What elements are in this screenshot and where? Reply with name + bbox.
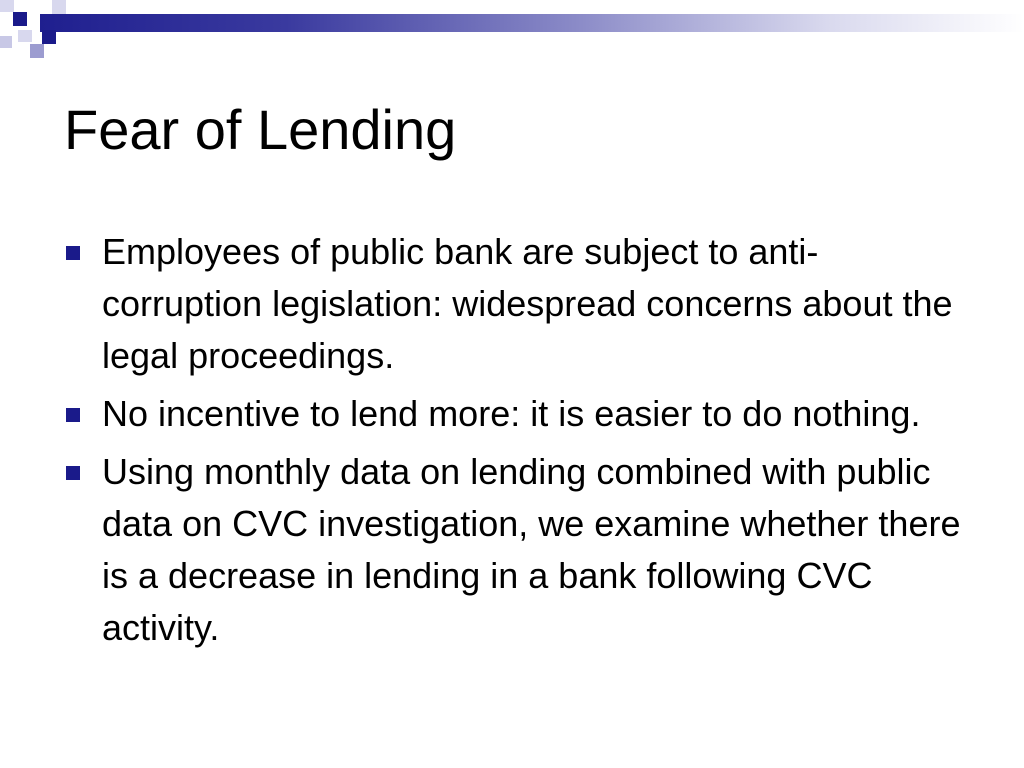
bullet-text: No incentive to lend more: it is easier to do nothing. xyxy=(102,393,921,434)
bullet-text: Employees of public bank are subject to anti-corruption legislation: widespread concerns about the legal proceedings. xyxy=(102,231,953,376)
slide-title: Fear of Lending xyxy=(64,98,457,161)
bullet-list xyxy=(64,226,964,660)
decor-square-icon xyxy=(30,44,44,58)
bullet-item xyxy=(64,226,964,382)
bullet-item xyxy=(64,388,964,440)
decor-square-icon xyxy=(52,0,66,14)
decor-square-icon xyxy=(0,36,12,48)
decor-square-icon xyxy=(0,0,14,12)
decor-square-icon xyxy=(13,12,27,26)
square-bullet-icon xyxy=(66,408,80,422)
header-gradient-bar xyxy=(40,14,1024,32)
square-bullet-icon xyxy=(66,246,80,260)
square-bullet-icon xyxy=(66,466,80,480)
decor-square-icon xyxy=(42,30,56,44)
bullet-item xyxy=(64,446,964,654)
bullet-text: Using monthly data on lending combined with public data on CVC investigation, we examine whether there is a decrease in lending in a bank following CVC activity. xyxy=(102,451,961,648)
decor-square-icon xyxy=(18,30,32,42)
slide-header-decoration xyxy=(0,0,1024,70)
